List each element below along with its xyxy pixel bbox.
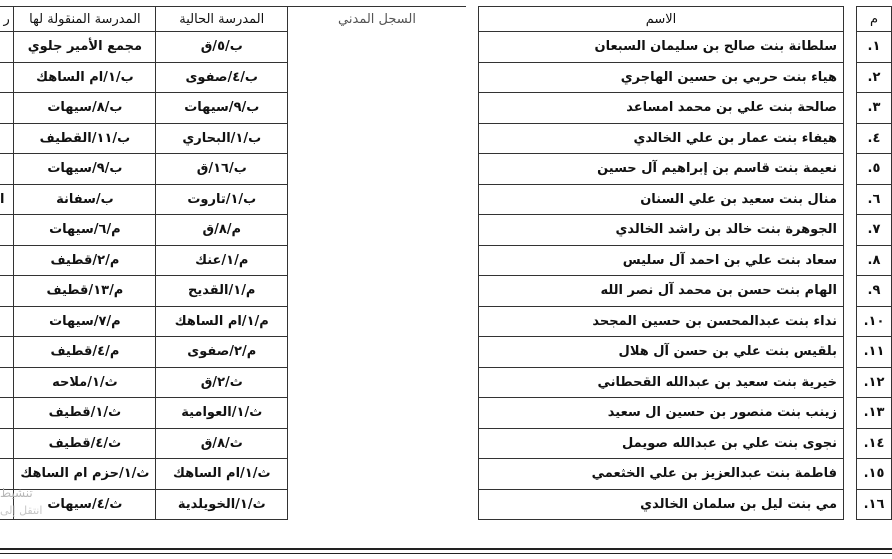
- row-number-cell: ١٣.: [857, 398, 892, 429]
- current-school-cell: ث/١/ام الساهك: [156, 459, 288, 490]
- transfer-school-cell: ب/٨/سيهات: [14, 93, 156, 124]
- civil-record-cell: [288, 215, 466, 246]
- transfer-school-cell: مجمع الأمير جلوي: [14, 32, 156, 63]
- current-school-cell: ث/٨/ق: [156, 428, 288, 459]
- current-school-cell: ب/١٦/ق: [156, 154, 288, 185]
- name-cell: سعاد بنت علي بن احمد آل سليس: [478, 245, 843, 276]
- row-edge: [0, 428, 14, 459]
- row-edge: [0, 154, 14, 185]
- civil-record-cell: [288, 62, 466, 93]
- header-transfer-school: المدرسة المنقولة لها: [14, 7, 156, 32]
- row-number-cell: ٢.: [857, 62, 892, 93]
- civil-record-cell: [288, 489, 466, 520]
- row-number-cell: ١٦.: [857, 489, 892, 520]
- row-edge: [0, 276, 14, 307]
- name-cell: نجوى بنت علي بن عبدالله صويمل: [478, 428, 843, 459]
- row-number-cell: ٩.: [857, 276, 892, 307]
- current-school-cell: ب/٥/ق: [156, 32, 288, 63]
- table-row: [0, 489, 892, 520]
- table-row: [0, 245, 892, 276]
- footer-rule-thin: [0, 553, 892, 554]
- table-row: [0, 459, 892, 490]
- table-row: [0, 62, 892, 93]
- header-edge: ر: [0, 7, 14, 32]
- name-cell: خيرية بنت سعيد بن عبدالله القحطاني: [478, 367, 843, 398]
- row-edge: ا: [0, 184, 14, 215]
- row-number-cell: ٨.: [857, 245, 892, 276]
- civil-record-cell: [288, 245, 466, 276]
- civil-record-cell: [288, 184, 466, 215]
- table-row: [0, 32, 892, 63]
- civil-record-cell: [288, 398, 466, 429]
- row-edge: [0, 337, 14, 368]
- current-school-cell: ب/٤/صفوى: [156, 62, 288, 93]
- table-row: [0, 306, 892, 337]
- current-school-cell: ث/٢/ق: [156, 367, 288, 398]
- transfer-school-cell: ب/١١/القطيف: [14, 123, 156, 154]
- transfer-school-cell: م/٧/سيهات: [14, 306, 156, 337]
- row-number-cell: ٥.: [857, 154, 892, 185]
- row-edge: [0, 62, 14, 93]
- watermark-line1: تنشيط: [0, 486, 33, 500]
- row-number-cell: ١١.: [857, 337, 892, 368]
- transfer-school-cell: ث/٤/قطيف: [14, 428, 156, 459]
- civil-record-cell: [288, 459, 466, 490]
- row-number-cell: ١٥.: [857, 459, 892, 490]
- table-row: [0, 154, 892, 185]
- current-school-cell: ب/١/تاروت: [156, 184, 288, 215]
- table-row: [0, 215, 892, 246]
- transfer-school-cell: ب/٩/سيهات: [14, 154, 156, 185]
- table-row: [0, 428, 892, 459]
- name-cell: هيفاء بنت عمار بن علي الخالدي: [478, 123, 843, 154]
- footer-rule: [0, 548, 892, 550]
- civil-record-cell: [288, 337, 466, 368]
- header-current-school: المدرسة الحالية: [156, 7, 288, 32]
- row-number-cell: ٤.: [857, 123, 892, 154]
- current-school-cell: م/١/عنك: [156, 245, 288, 276]
- row-number-cell: ١٤.: [857, 428, 892, 459]
- table-row: [0, 276, 892, 307]
- table-row: [0, 367, 892, 398]
- row-edge: [0, 306, 14, 337]
- header-name: الاسم: [478, 7, 843, 32]
- table-row: [0, 184, 892, 215]
- current-school-cell: م/١/ام الساهك: [156, 306, 288, 337]
- transfer-school-cell: ث/١/ملاحه: [14, 367, 156, 398]
- table-row: [0, 398, 892, 429]
- name-cell: بلقيس بنت علي بن حسن آل هلال: [478, 337, 843, 368]
- row-edge: [0, 93, 14, 124]
- transfer-school-cell: ب/١/ام الساهك: [14, 62, 156, 93]
- row-number-cell: ٦.: [857, 184, 892, 215]
- civil-record-cell: [288, 367, 466, 398]
- name-cell: فاطمة بنت عبدالعزيز بن علي الخثعمي: [478, 459, 843, 490]
- transfer-school-cell: م/٦/سيهات: [14, 215, 156, 246]
- name-cell: سلطانة بنت صالح بن سليمان السبعان: [478, 32, 843, 63]
- name-cell: زينب بنت منصور بن حسين ال سعيد: [478, 398, 843, 429]
- name-cell: الجوهرة بنت خالد بن راشد الخالدي: [478, 215, 843, 246]
- name-cell: منال بنت سعيد بن علي السنان: [478, 184, 843, 215]
- civil-record-cell: [288, 306, 466, 337]
- watermark-line2: انتقل إلى: [0, 504, 43, 517]
- row-edge: [0, 32, 14, 63]
- civil-record-cell: [288, 93, 466, 124]
- current-school-cell: م/٨/ق: [156, 215, 288, 246]
- civil-record-cell: [288, 428, 466, 459]
- transfer-school-cell: ب/سفانة: [14, 184, 156, 215]
- transfer-table: [0, 6, 892, 520]
- name-cell: نداء بنت عبدالمحسن بن حسين المجحد: [478, 306, 843, 337]
- row-number-cell: ١٠.: [857, 306, 892, 337]
- name-cell: هياء بنت حربي بن حسين الهاجري: [478, 62, 843, 93]
- row-number-cell: ١.: [857, 32, 892, 63]
- name-cell: صالحة بنت علي بن محمد امساعد: [478, 93, 843, 124]
- current-school-cell: ب/١/البحاري: [156, 123, 288, 154]
- name-cell: نعيمة بنت قاسم بن إبراهيم آل حسين: [478, 154, 843, 185]
- current-school-cell: ث/١/الخويلدية: [156, 489, 288, 520]
- row-edge: [0, 459, 14, 490]
- transfer-school-cell: ث/١/حزم ام الساهك: [14, 459, 156, 490]
- civil-record-cell: [288, 276, 466, 307]
- civil-record-cell: [288, 123, 466, 154]
- name-cell: مي بنت ليل بن سلمان الخالدي: [478, 489, 843, 520]
- transfer-school-cell: م/١٣/قطيف: [14, 276, 156, 307]
- row-number-cell: ٣.: [857, 93, 892, 124]
- table-row: [0, 123, 892, 154]
- transfer-school-cell: ث/٤/سيهات: [14, 489, 156, 520]
- civil-record-cell: [288, 32, 466, 63]
- current-school-cell: ث/١/العوامية: [156, 398, 288, 429]
- transfer-school-cell: م/٢/قطيف: [14, 245, 156, 276]
- table-body: [0, 32, 892, 520]
- transfer-school-cell: ث/١/قطيف: [14, 398, 156, 429]
- row-number-cell: ١٢.: [857, 367, 892, 398]
- header-civil-record: السجل المدني: [288, 7, 466, 32]
- current-school-cell: م/١/القديح: [156, 276, 288, 307]
- civil-record-cell: [288, 154, 466, 185]
- row-edge: [0, 215, 14, 246]
- table-row: [0, 93, 892, 124]
- current-school-cell: ب/٩/سيهات: [156, 93, 288, 124]
- table-row: [0, 337, 892, 368]
- row-edge: [0, 398, 14, 429]
- header-row: [0, 7, 892, 32]
- name-cell: الهام بنت حسن بن محمد آل نصر الله: [478, 276, 843, 307]
- header-number: م: [857, 7, 892, 32]
- current-school-cell: م/٢/صفوى: [156, 337, 288, 368]
- row-number-cell: ٧.: [857, 215, 892, 246]
- row-edge: [0, 245, 14, 276]
- transfer-school-cell: م/٤/قطيف: [14, 337, 156, 368]
- row-edge: [0, 123, 14, 154]
- row-edge: [0, 367, 14, 398]
